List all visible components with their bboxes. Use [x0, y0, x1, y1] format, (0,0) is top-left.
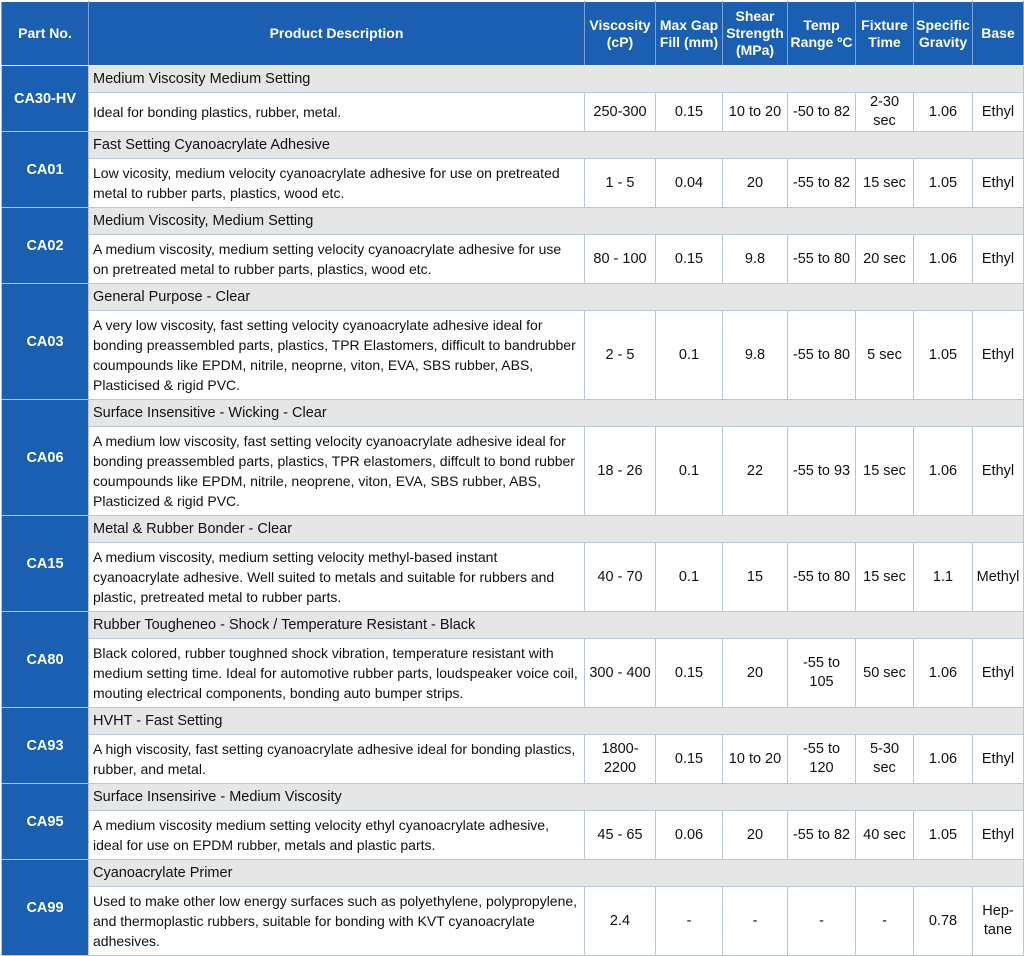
specific-gravity-value: 1.06 — [914, 639, 973, 708]
temp-range-value: -55 to 120 — [788, 735, 856, 784]
temp-range-value: -50 to 82 — [788, 93, 856, 132]
temp-range-value: -55 to 105 — [788, 639, 856, 708]
specific-gravity-value: 1.05 — [914, 311, 973, 400]
product-description: Low vicosity, medium velocity cyanoacrylate adhesive for use on pretreated metal to rubber parts, plastics, wood etc. — [89, 159, 585, 208]
shear-strength-value: 20 — [723, 159, 788, 208]
product-title: Rubber Tougheneo - Shock / Temperature Resistant - Black — [89, 612, 1024, 639]
product-title: General Purpose - Clear — [89, 284, 1024, 311]
fixture-time-value: 5-30 sec — [856, 735, 914, 784]
header-base: Base — [973, 2, 1024, 66]
product-data-row — [2, 639, 1024, 708]
product-data-row — [2, 735, 1024, 784]
viscosity-value: 1 - 5 — [585, 159, 656, 208]
gap-fill-value: 0.04 — [656, 159, 723, 208]
viscosity-value: 1800-2200 — [585, 735, 656, 784]
product-description: A medium viscosity, medium setting velocity cyanoacrylate adhesive for use on pretreated metal to rubber parts, plastics, wood etc. — [89, 235, 585, 284]
part-number: CA06 — [2, 400, 89, 516]
viscosity-value: 250-300 — [585, 93, 656, 132]
temp-range-value: -55 to 80 — [788, 235, 856, 284]
viscosity-value: 40 - 70 — [585, 543, 656, 612]
header-shear-strength: Shear Strength (MPa) — [723, 2, 788, 66]
product-data-row — [2, 811, 1024, 860]
part-number: CA93 — [2, 708, 89, 784]
viscosity-value: 300 - 400 — [585, 639, 656, 708]
product-description: A medium viscosity, medium setting velocity methyl-based instant cyanoacrylate adhesive. Well suited to metals and suitable for rubbers and plastic, pretreated metal to rubber parts. — [89, 543, 585, 612]
temp-range-value: -55 to 82 — [788, 811, 856, 860]
product-description: Ideal for bonding plastics, rubber, metal. — [89, 93, 585, 132]
part-number: CA02 — [2, 208, 89, 284]
header-specific-gravity: Specific Gravity — [914, 2, 973, 66]
product-description: A medium viscosity medium setting velocity ethyl cyanoacrylate adhesive, ideal for use on EPDM rubber, metals and plastic parts. — [89, 811, 585, 860]
temp-range-value: -55 to 82 — [788, 159, 856, 208]
specific-gravity-value: 1.06 — [914, 93, 973, 132]
gap-fill-value: 0.06 — [656, 811, 723, 860]
viscosity-value: 80 - 100 — [585, 235, 656, 284]
product-title-row — [2, 132, 1024, 159]
product-title-row — [2, 516, 1024, 543]
product-title: Medium Viscosity, Medium Setting — [89, 208, 1024, 235]
fixture-time-value: 5 sec — [856, 311, 914, 400]
specific-gravity-value: 1.06 — [914, 735, 973, 784]
viscosity-value: 2 - 5 — [585, 311, 656, 400]
fixture-time-value: 15 sec — [856, 543, 914, 612]
product-title: Metal & Rubber Bonder - Clear — [89, 516, 1024, 543]
gap-fill-value: 0.15 — [656, 639, 723, 708]
specific-gravity-value: 1.1 — [914, 543, 973, 612]
product-title-row — [2, 612, 1024, 639]
base-value: Ethyl — [973, 427, 1024, 516]
product-description: Black colored, rubber toughned shock vibration, temperature resistant with medium setting time. Ideal for automotive rubber parts, loudspeaker voice coil, mouting electrical components, bonding auto bumper strips. — [89, 639, 585, 708]
product-title-row — [2, 284, 1024, 311]
gap-fill-value: 0.1 — [656, 427, 723, 516]
shear-strength-value: 10 to 20 — [723, 735, 788, 784]
specific-gravity-value: 1.05 — [914, 811, 973, 860]
temp-range-value: -55 to 93 — [788, 427, 856, 516]
product-title-row — [2, 784, 1024, 811]
shear-strength-value: 22 — [723, 427, 788, 516]
part-number: CA01 — [2, 132, 89, 208]
product-title: Fast Setting Cyanoacrylate Adhesive — [89, 132, 1024, 159]
temp-range-value: -55 to 80 — [788, 311, 856, 400]
viscosity-value: 45 - 65 — [585, 811, 656, 860]
specific-gravity-value: 1.06 — [914, 427, 973, 516]
base-value: Ethyl — [973, 235, 1024, 284]
header-description: Product Description — [89, 2, 585, 66]
product-data-row — [2, 543, 1024, 612]
product-description: Used to make other low energy surfaces such as polyethylene, polypropylene, and thermoplastic rubbers, suitable for bonding with KVT cyanoacrylate adhesives. — [89, 887, 585, 956]
fixture-time-value: 50 sec — [856, 639, 914, 708]
shear-strength-value: - — [723, 887, 788, 956]
product-title-row — [2, 860, 1024, 887]
specific-gravity-value: 1.06 — [914, 235, 973, 284]
gap-fill-value: - — [656, 887, 723, 956]
base-value: Ethyl — [973, 159, 1024, 208]
shear-strength-value: 15 — [723, 543, 788, 612]
product-title-row — [2, 708, 1024, 735]
fixture-time-value: 40 sec — [856, 811, 914, 860]
base-value: Ethyl — [973, 735, 1024, 784]
product-title: Medium Viscosity Medium Setting — [89, 66, 1024, 93]
product-description: A medium low viscosity, fast setting velocity cyanoacrylate adhesive ideal for bonding preassembled parts, plastics, TPR elastomers, diffcult to bond rubber coumpounds like EPDM, nitrile, neoprene, viton, EVA, SBS rubber, ABS, Plasticized & rigid PVC. — [89, 427, 585, 516]
header-temp-range: Temp Range ºC — [788, 2, 856, 66]
part-number: CA95 — [2, 784, 89, 860]
specific-gravity-value: 0.78 — [914, 887, 973, 956]
header-row — [2, 2, 1024, 66]
shear-strength-value: 20 — [723, 811, 788, 860]
product-data-row — [2, 427, 1024, 516]
header-gap-fill: Max Gap Fill (mm) — [656, 2, 723, 66]
fixture-time-value: 20 sec — [856, 235, 914, 284]
product-data-row — [2, 887, 1024, 956]
gap-fill-value: 0.1 — [656, 311, 723, 400]
viscosity-value: 18 - 26 — [585, 427, 656, 516]
header-part-no: Part No. — [2, 2, 89, 66]
product-title-row — [2, 66, 1024, 93]
product-data-row — [2, 311, 1024, 400]
shear-strength-value: 20 — [723, 639, 788, 708]
shear-strength-value: 10 to 20 — [723, 93, 788, 132]
base-value: Ethyl — [973, 93, 1024, 132]
fixture-time-value: 15 sec — [856, 159, 914, 208]
product-title-row — [2, 208, 1024, 235]
product-description: A high viscosity, fast setting cyanoacrylate adhesive ideal for bonding plastics, rubber, and metal. — [89, 735, 585, 784]
product-data-row — [2, 93, 1024, 132]
part-number: CA30-HV — [2, 66, 89, 132]
header-viscosity: Viscosity (cP) — [585, 2, 656, 66]
part-number: CA15 — [2, 516, 89, 612]
product-data-row — [2, 235, 1024, 284]
product-spec-table — [1, 1, 1024, 956]
fixture-time-value: - — [856, 887, 914, 956]
fixture-time-value: 2-30 sec — [856, 93, 914, 132]
product-title-row — [2, 400, 1024, 427]
gap-fill-value: 0.15 — [656, 235, 723, 284]
base-value: Hep-tane — [973, 887, 1024, 956]
product-description: A very low viscosity, fast setting velocity cyanoacrylate adhesive ideal for bonding preassembled parts, plastics, TPR Elastomers, difficult to bandrubber coumpounds like EPDM, nitrile, neoprne, viton, EVA, SBS rubber, ABS, Plasticised & rigid PVC. — [89, 311, 585, 400]
base-value: Methyl — [973, 543, 1024, 612]
part-number: CA80 — [2, 612, 89, 708]
shear-strength-value: 9.8 — [723, 235, 788, 284]
base-value: Ethyl — [973, 639, 1024, 708]
product-title: HVHT - Fast Setting — [89, 708, 1024, 735]
product-data-row — [2, 159, 1024, 208]
header-fixture-time: Fixture Time — [856, 2, 914, 66]
gap-fill-value: 0.15 — [656, 93, 723, 132]
product-title: Surface Insensirive - Medium Viscosity — [89, 784, 1024, 811]
base-value: Ethyl — [973, 311, 1024, 400]
temp-range-value: - — [788, 887, 856, 956]
fixture-time-value: 15 sec — [856, 427, 914, 516]
product-title: Cyanoacrylate Primer — [89, 860, 1024, 887]
specific-gravity-value: 1.05 — [914, 159, 973, 208]
gap-fill-value: 0.1 — [656, 543, 723, 612]
temp-range-value: -55 to 80 — [788, 543, 856, 612]
gap-fill-value: 0.15 — [656, 735, 723, 784]
part-number: CA03 — [2, 284, 89, 400]
base-value: Ethyl — [973, 811, 1024, 860]
shear-strength-value: 9.8 — [723, 311, 788, 400]
viscosity-value: 2.4 — [585, 887, 656, 956]
part-number: CA99 — [2, 860, 89, 956]
product-title: Surface Insensitive - Wicking - Clear — [89, 400, 1024, 427]
